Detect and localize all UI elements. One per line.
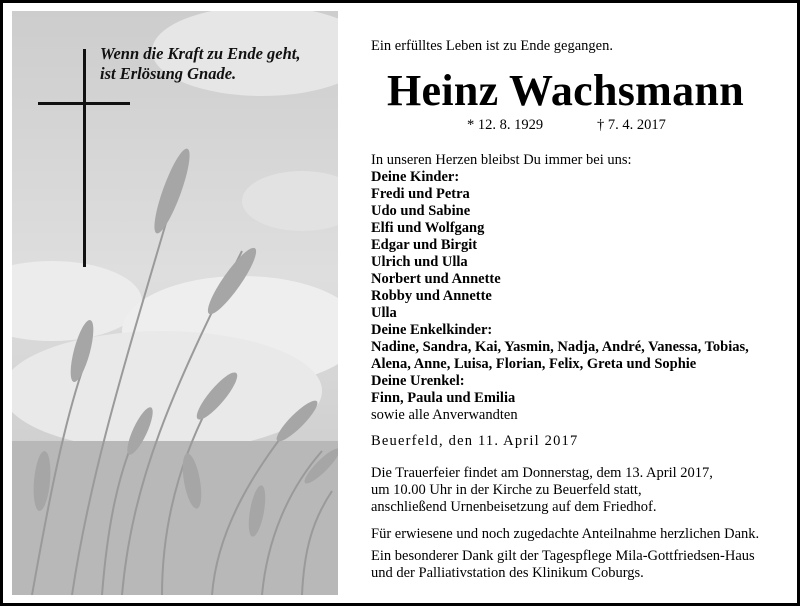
intro-text: Ein erfülltes Leben ist zu Ende gegangen.	[371, 38, 613, 54]
family-member: Fredi und Petra	[371, 186, 470, 202]
hearts-line: In unseren Herzen bleibst Du immer bei uns:	[371, 152, 632, 168]
family-member: Ulrich und Ulla	[371, 254, 468, 270]
family-heading-children: Deine Kinder:	[371, 169, 460, 185]
motto-line: Wenn die Kraft zu Ende geht,	[100, 44, 301, 63]
death-date: † 7. 4. 2017	[597, 117, 666, 133]
family-member: Alena, Anne, Luisa, Florian, Felix, Greta und Sophie	[371, 356, 697, 372]
relatives-line: sowie alle Anverwandten	[371, 407, 518, 423]
family-member: Nadine, Sandra, Kai, Yasmin, Nadja, André, Vanessa, Tobias,	[371, 339, 749, 355]
family-member: Finn, Paula und Emilia	[371, 390, 516, 406]
family-member: Robby und Annette	[371, 288, 492, 304]
family-member: Ulla	[371, 305, 397, 321]
place-date: Beuerfeld, den 11. April 2017	[371, 433, 579, 449]
motto-line: ist Erlösung Gnade.	[100, 64, 237, 83]
family-member: Elfi und Wolfgang	[371, 220, 485, 236]
family-heading-grandchildren: Deine Enkelkinder:	[371, 322, 493, 338]
wheat-field-image	[12, 11, 338, 595]
deceased-name: Heinz Wachsmann	[387, 66, 744, 115]
funeral-line: anschließend Urnenbeisetzung auf dem Friedhof.	[371, 499, 657, 515]
cross-icon	[83, 49, 86, 267]
birth-date: * 12. 8. 1929	[467, 117, 544, 133]
special-thanks-line: und der Palliativstation des Klinikum Coburgs.	[371, 565, 644, 581]
image-panel	[12, 11, 338, 595]
funeral-line: um 10.00 Uhr in der Kirche zu Beuerfeld statt,	[371, 482, 642, 498]
family-member: Udo und Sabine	[371, 203, 471, 219]
family-member: Edgar und Birgit	[371, 237, 478, 253]
motto	[100, 44, 338, 84]
special-thanks-line: Ein besonderer Dank gilt der Tagespflege Mila-Gottfriedsen-Haus	[371, 548, 755, 564]
funeral-line: Die Trauerfeier findet am Donnerstag, dem 13. April 2017,	[371, 465, 713, 481]
family-heading-great-grandchildren: Deine Urenkel:	[371, 373, 465, 389]
family-member: Norbert und Annette	[371, 271, 501, 287]
cross-icon-bar	[38, 102, 130, 105]
thanks-line: Für erwiesene und noch zugedachte Anteilnahme herzlichen Dank.	[371, 526, 760, 542]
